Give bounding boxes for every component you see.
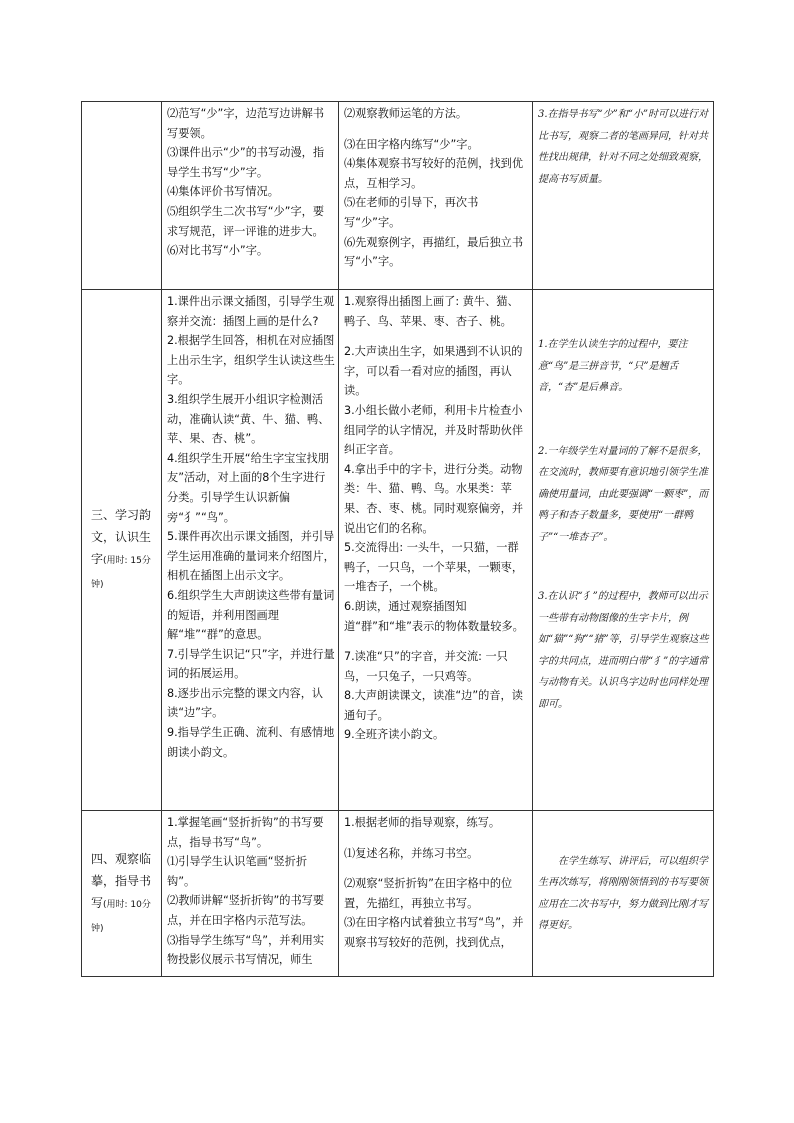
student-activity-cell [339,290,533,811]
stage-title: 三、学习韵文，认识生字 [91,508,152,566]
teacher-step: ⑵范写“少”字，边范写边讲解书写要领。 [167,107,325,140]
student-step: ⑵观察“竖折折钩”在田字格中的位置，先描红，再独立书写。 [344,877,513,910]
student-step: 7.读准“只”的字音，并交流: 一只鸟，一只兔子，一只鸡等。 [344,650,508,683]
student-step: ⑴复述名称，并练习书空。 [344,846,479,860]
table-row [82,290,714,811]
design-note: 1.在学生认读生字的过程中，要注意“鸟”是三拼音节，“只”是翘舌音，“杏”是后鼻音。 [538,339,688,393]
stage-cell [82,290,162,811]
teacher-step: ⑴引导学生认识笔画“竖折折钩”。 [167,855,308,888]
lesson-plan-table [81,101,714,977]
design-note: 3.在指导书写“少”和“小”时可以进行对比书写，观察二者的笔画异同，针对共性找出规律，针对不同之处细致观察，提高书写质量。 [538,109,708,185]
teacher-step: 2.根据学生回答，相机在对应插图上出示生字，组织学生认读这些生字。 [167,334,335,387]
student-step: ⑶在田字格内练写“少”字。 [344,137,479,151]
student-step: ⑷集体观察书写较好的范例，找到优点，互相学习。 [344,157,524,190]
teacher-step: ⑵教师讲解“竖折折钩”的书写要点，并在田字格内示范写法。 [167,894,325,927]
design-note: 3.在认识“犭”的过程中，教师可以出示一些带有动物图像的生字卡片，例如“猫”“狗”“猪”等，引导学生观察这些字的共同点，进而明白带“犭”的字通常与动物有关。认识鸟字边时也同样处理即可。 [538,591,709,710]
design-note-cell [533,290,714,811]
teacher-step: ⑹对比书写“小”字。 [167,244,269,258]
student-step: 1.根据老师的指导观察，练写。 [344,816,501,829]
student-step: 5.交流得出: 一头牛，一只猫，一群鸭子，一只鸟，一个苹果，一颗枣，一堆杏子，一个桃。 [344,541,524,594]
teacher-step: 8.逐步出示完整的课文内容，认读“边”字。 [167,686,324,720]
teacher-step: 1.课件出示课文插图，引导学生观察并交流：插图上画的是什么? [167,295,335,328]
student-activity-cell [339,102,533,290]
design-note-cell [533,811,714,977]
stage-time: (用时: 10分钟) [91,899,151,934]
stage-title: 四、观察临摹，指导书写 [91,851,152,910]
teacher-step: 6.组织学生大声朗读这些带有量词的短语，并利用图画理解“堆”“群”的意思。 [167,588,335,642]
teacher-step: 9.指导学生正确、流利、有感情地朗读小韵文。 [167,726,335,759]
table-row [82,811,714,977]
student-step: 2.大声读出生字，如果遇到不认识的字，可以看一看对应的插图，再认读。 [344,345,523,398]
student-step: 1.观察得出插图上画了: 黄牛、猫、鸭子、鸟、苹果、枣、杏子、桃。 [344,295,519,328]
teacher-step: 1.掌握笔画“竖折折钩”的书写要点，指导书写“鸟”。 [167,816,324,849]
teacher-step: ⑸组织学生二次书写“少”字，要求写规范，评一评谁的进步大。 [167,204,325,238]
student-activity-cell [339,811,533,977]
teacher-step: 3.组织学生展开小组识字检测活动，准确认读“黄、牛、猫、鸭、苹、果、杏、桃”。 [167,392,330,446]
student-step: ⑵观察教师运笔的方法。 [344,107,468,120]
teacher-step: 5.课件再次出示课文插图，并引导学生运用准确的量词来介绍图片，相机在插图上出示文字。 [167,530,335,583]
teacher-activity-cell [162,290,339,811]
design-note-cell [533,102,714,290]
stage-time: (用时: 15分钟) [91,556,151,590]
table-row [82,102,714,290]
student-step: 6.朗读，通过观察插图知道“群”和“堆”表示的物体数量较多。 [344,599,524,633]
stage-cell [82,102,162,290]
student-step: 8.大声朗读课文，读准“边”的音，读通句子。 [344,689,523,722]
teacher-step: ⑶课件出示“少”的书写动漫，指导学生书写“少”字。 [167,146,325,179]
design-note: 2.一年级学生对量词的了解不是很多，在交流时，教师要有意识地引领学生准确使用量词，由此要强调“一颗枣”，而鸭子和杏子数量多，要使用“一群鸭子”“一堆杏子”。 [538,445,709,543]
student-step: 9.全班齐读小韵文。 [344,728,445,742]
design-note: 在学生练写、讲评后，可以组织学生再次练写，将刚刚领悟到的书写要领应用在二次书写中，努力做到比刚才写得更好。 [538,855,708,931]
student-step: ⑸在老师的引导下，再次书写“少”字。 [344,196,479,229]
stage-cell [82,811,162,977]
teacher-step: ⑶指导学生练写“鸟”，并利用实物投影仪展示书写情况，师生 [167,933,325,967]
teacher-step: 4.组织学生开展“给生字宝宝找朋友”活动，对上面的8个生字进行分类。引导学生认识新偏旁“犭”“鸟”。 [167,451,329,524]
student-step: ⑶在田字格内试着独立书写“鸟”，并观察书写较好的范例，找到优点， [344,916,524,949]
teacher-activity-cell [162,811,339,977]
student-step: ⑹先观察例字，再描红，最后独立书写“小”字。 [344,235,524,269]
teacher-step: 7.引导学生识记“只”字，并进行量词的拓展运用。 [167,647,335,681]
teacher-activity-cell [162,102,339,290]
student-step: 3.小组长做小老师，利用卡片检查小组同学的认字情况，并及时帮助伙伴纠正字音。 [344,403,524,457]
teacher-step: ⑷集体评价书写情况。 [167,185,279,199]
student-step: 4.拿出手中的字卡，进行分类。动物类：牛、猫、鸭、鸟。水果类：苹果、杏、枣、桃。同时观察偏旁，并说出它们的名称。 [344,462,524,535]
